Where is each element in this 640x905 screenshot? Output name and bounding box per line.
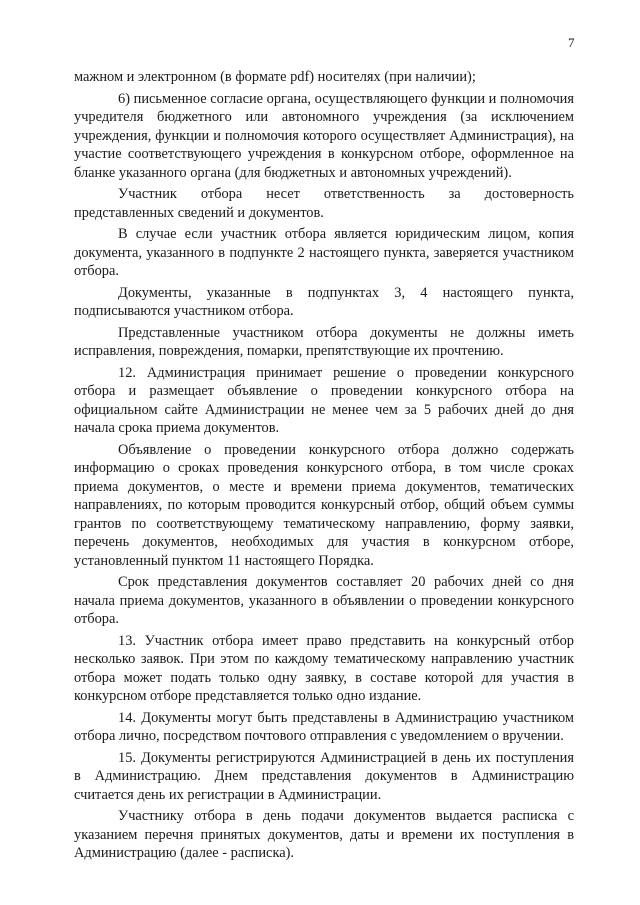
paragraph: Представленные участником отбора документы не должны иметь исправления, повреждения, помарки, препятствующие их прочтению. [74,324,574,359]
paragraph: Участник отбора несет ответственность за достоверность представленных сведений и документов. [74,186,574,221]
paragraph: В случае если участник отбора является юридическим лицом, копия документа, указанного в подпункте 2 настоящего пункта, заверяется участником отбора. [74,226,574,279]
paragraph: 12. Администрация принимает решение о проведении конкурсного отбора и размещает объявление о проведении конкурсного отбора на официальном сайте Администрации не менее чем за 5 рабочих дней до дня начала срока приема документов. [74,364,574,436]
paragraph: Срок представления документов составляет 20 рабочих дней со дня начала приема документов, указанного в объявлении о проведении конкурсного отбора. [74,574,574,627]
document-body [74,68,574,866]
paragraph: 13. Участник отбора имеет право представить на конкурсный отбор несколько заявок. При этом по каждому тематическому направлению участник отбора может подать только одну заявку, в составе которой для участия в конкурсном отборе представляется только одно издание. [74,632,574,704]
paragraph: мажном и электронном (в формате pdf) носителях (при наличии); [74,69,476,85]
page-number: 7 [568,35,575,50]
paragraph: Документы, указанные в подпунктах 3, 4 настоящего пункта, подписываются участником отбора. [74,284,574,319]
paragraph: 14. Документы могут быть представлены в Администрацию участником отбора лично, посредством почтового отправления с уведомлением о вручении. [74,709,574,744]
paragraph: Участнику отбора в день подачи документов выдается расписка с указанием перечня принятых документов, даты и времени их поступления в Администрацию (далее - расписка). [74,808,574,861]
paragraph: 6) письменное согласие органа, осуществляющего функции и полномочия учредителя бюджетного или автономного учреждения (за исключением учреждения, функции и полномочия которого осуществляет Администрация), на участие соответствующего учреждения в конкурсном отборе, оформленное на бланке указанного органа (для бюджетных и автономных учреждений). [74,90,574,181]
paragraph: Объявление о проведении конкурсного отбора должно содержать информацию о сроках проведения конкурсного отбора, в том числе сроках приема документов, о месте и времени приема документов, тематических направлениях, по которым проводится конкурсный отбор, общий объем суммы грантов по соответствующему тематическому направлению, форму заявки, перечень документов, необходимых для участия в конкурсном отборе, установленный пунктом 11 настоящего Порядка. [74,441,574,569]
paragraph: 15. Документы регистрируются Администрацией в день их поступления в Администрацию. Днем представления документов в Администрацию считается день их регистрации в Администрации. [74,749,574,803]
